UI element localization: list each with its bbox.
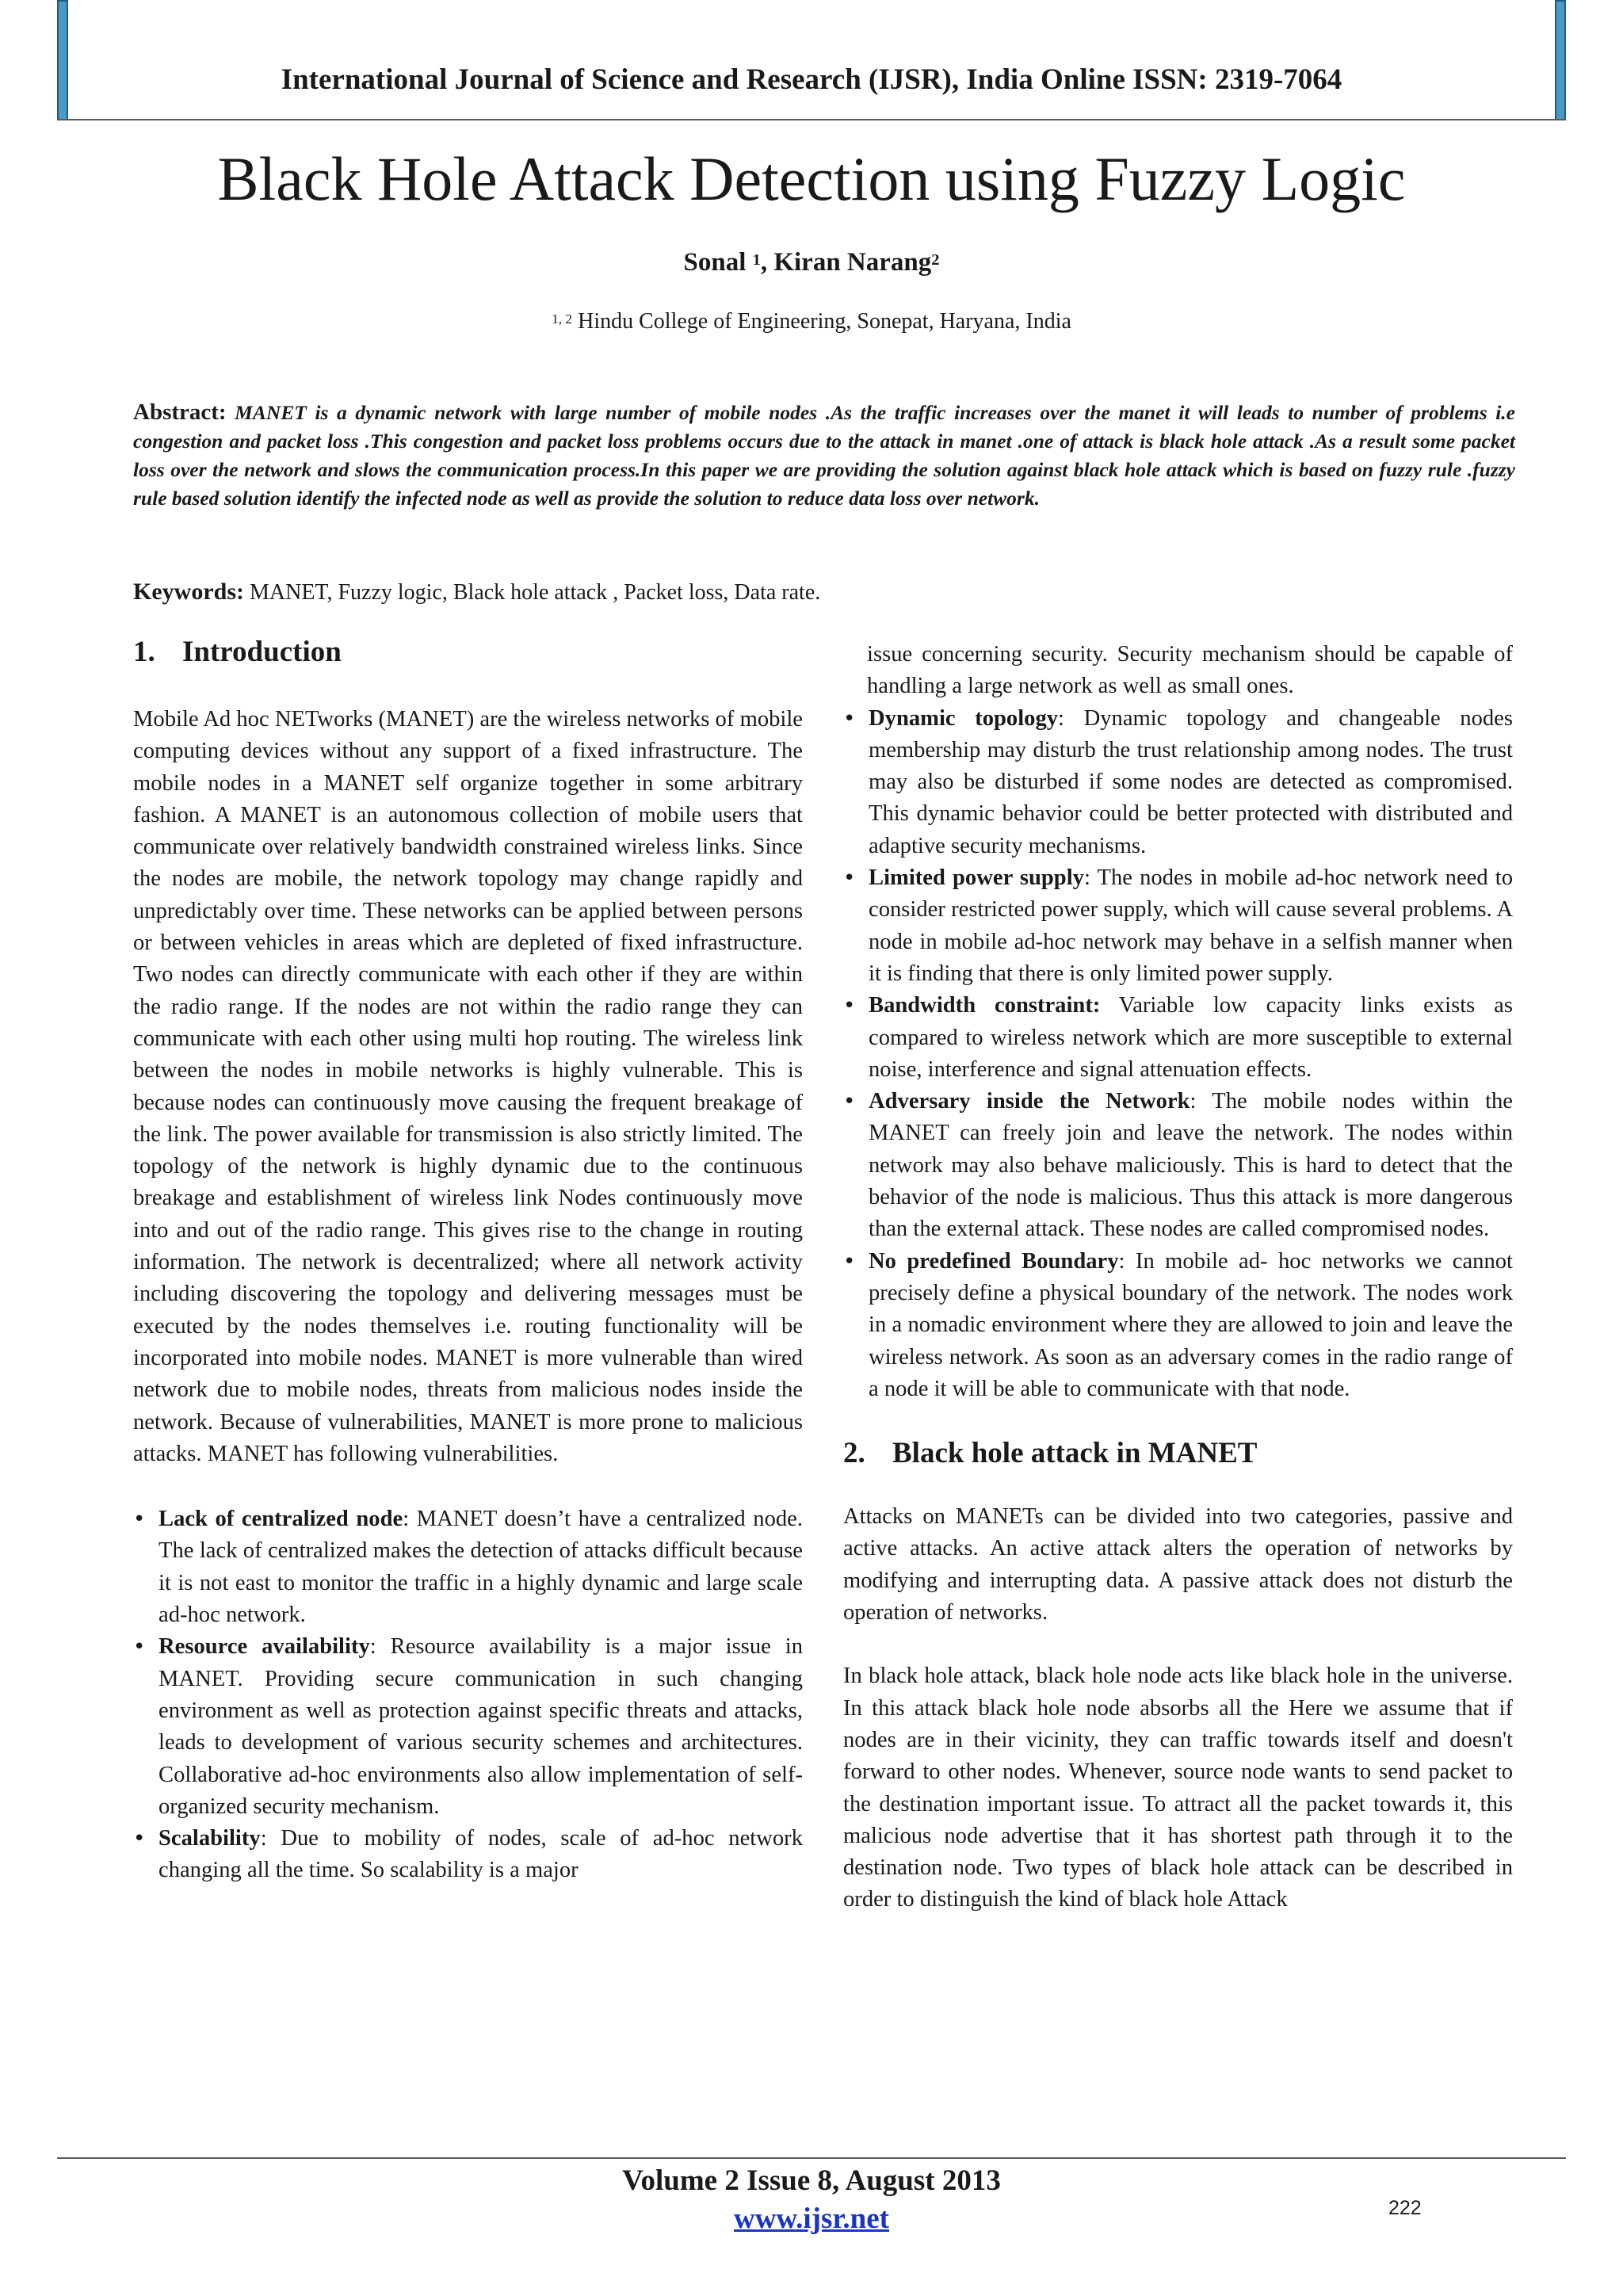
- list-item-term: Scalability: [158, 1826, 261, 1851]
- section-2-number: 2.: [843, 1437, 865, 1470]
- attacks-paragraph: Attacks on MANETs can be divided into two categories, passive and active attacks. An active attack alters the operation of networks by modifying and interrupting data. A passive attack does not disturb the operation of networks.: [843, 1504, 1513, 1626]
- abstract: [133, 398, 1515, 513]
- list-item-text: Variable low capacity links exists as compared to wireless network which are more susceptible to external noise, interference and signal attenuation effects.: [869, 993, 1513, 1082]
- authors: [0, 246, 1623, 279]
- affiliation-sup: 1, 2: [552, 311, 573, 327]
- section-2-title: Black hole attack in MANET: [892, 1437, 1258, 1470]
- section-1-title: Introduction: [182, 636, 342, 668]
- author-separator: ,: [760, 248, 774, 277]
- right-column: [843, 639, 1513, 1916]
- left-column: [133, 634, 803, 1887]
- list-item-term: Resource availability: [158, 1634, 370, 1660]
- affiliation-text: Hindu College of Engineering, Sonepat, Haryana, India: [578, 309, 1071, 334]
- introduction-paragraph: Mobile Ad hoc NETworks (MANET) are the wireless networks of mobile computing devices without any support of a fixed infrastructure. The mobile nodes in a MANET self organize together in some arbitrary fashion. A MANET is an autonomous collection of mobile users that communicate over relatively bandwidth constrained wireless links. Since the nodes are mobile, the network topology may change rapidly and unpredictably over time. These networks can be applied between persons or between vehicles in areas which are depleted of fixed infrastructure. Two nodes can directly communicate with each other if they are within the radio range. If the nodes are not within the radio range they can communicate with each other using multi hop routing. The wireless link between the nodes in mobile networks is highly vulnerable. This is because nodes can continuously move causing the frequent breakage of the link. The power available for transmission is also strictly limited. The topology of the network is highly dynamic due to the continuous breakage and establishment of wireless link Nodes continuously move into and out of the radio range. This gives rise to the change in routing information. The network is decentralized; where all network activity including discovering the topology and delivering messages must be executed by the nodes themselves i.e. routing functionality will be incorporated into mobile nodes. MANET is more vulnerable than wired network due to mobile nodes, threats from malicious nodes inside the network. Because of vulnerabilities, MANET is more prone to malicious attacks. MANET has following vulnerabilities.: [133, 707, 803, 1466]
- page-number: 222: [1388, 2197, 1422, 2219]
- abstract-label: Abstract:: [133, 399, 227, 425]
- section-1-number: 1.: [133, 636, 155, 668]
- list-item-text: : The mobile nodes within the MANET can freely join and leave the network. The nodes within network may also behave maliciously. This is hard to detect that the behavior of the node is malicious. Thus this attack is more dangerous than the external attack. These nodes are called compromised nodes.: [869, 1089, 1513, 1242]
- list-item-text: : The nodes in mobile ad-hoc network need to consider restricted power supply, which will cause several problems. A node in mobile ad-hoc network may behave in a selfish manner when it is finding that there is only limited power supply.: [869, 865, 1514, 986]
- list-item: [133, 1823, 803, 1887]
- section-2-heading: [843, 1435, 1513, 1472]
- list-item-term: Adversary inside the Network: [869, 1089, 1190, 1114]
- header-rule: [57, 119, 1566, 120]
- list-item-term: Limited power supply: [869, 865, 1084, 891]
- author-2-sup: 2: [931, 250, 940, 269]
- list-item-term: No predefined Boundary: [869, 1248, 1119, 1274]
- journal-website-link[interactable]: www.ijsr.net: [734, 2202, 889, 2235]
- list-item: [843, 990, 1513, 1086]
- list-item-term: Lack of centralized node: [158, 1507, 403, 1532]
- affiliation: [0, 308, 1623, 336]
- author-1: Sonal: [683, 248, 747, 277]
- keywords-text: MANET, Fuzzy logic, Black hole attack , Packet loss, Data rate.: [249, 580, 821, 605]
- section-1-heading: [133, 634, 803, 670]
- left-edge-bar: [57, 0, 68, 120]
- list-item-text: : Dynamic topology and changeable nodes membership may disturb the trust relationship among nodes. The trust may also be disturbed if some nodes are detected as compromised. This dynamic behavior could be better protected with distributed and adaptive security mechanisms.: [869, 705, 1513, 858]
- list-item: [843, 1086, 1513, 1245]
- author-1-sup: 1: [752, 250, 761, 269]
- right-edge-bar: [1555, 0, 1566, 120]
- black-hole-paragraph: In black hole attack, black hole node acts like black hole in the universe. In this attack black hole node absorbs all the Here we assume that if nodes are in their vicinity, they can traffic towards itself and doesn't forward to other nodes. Whenever, source node wants to send packet to the destination important issue. To attract all the packet towards it, this malicious node advertise that it has shortest path through it to the destination node. Two types of black hole attack can be described in order to distinguish the kind of black hole Attack: [843, 1664, 1513, 1912]
- list-item: [843, 703, 1513, 862]
- list-item: [133, 1631, 803, 1823]
- volume-issue: Volume 2 Issue 8, August 2013: [622, 2164, 1001, 2197]
- list-item-text: : In mobile ad- hoc networks we cannot precisely define a physical boundary of the network. The nodes work in a nomadic environment where they are allowed to join and leave the wireless network. As soon as an adversary comes in the radio range of a node it will be able to communicate with that node.: [869, 1248, 1513, 1401]
- author-2: Kiran Narang: [773, 248, 932, 277]
- paper-title: Black Hole Attack Detection using Fuzzy Logic: [217, 144, 1406, 213]
- list-item-text: : Due to mobility of nodes, scale of ad-hoc network changing all the time. So scalability is a major: [158, 1826, 803, 1883]
- vulnerability-list-continued: [843, 703, 1513, 1406]
- footer-rule: [57, 2157, 1566, 2159]
- list-item-text: : Resource availability is a major issue in MANET. Providing secure communication in such changing environment as well as protection against specific threats and attacks, leads to development of various security schemes and architectures. Collaborative ad-hoc environments also allow implementation of self-organized security mechanism.: [158, 1634, 803, 1819]
- journal-header: International Journal of Science and Research (IJSR), India Online ISSN: 2319-7064: [281, 63, 1342, 96]
- list-item-term: Dynamic topology: [869, 705, 1059, 731]
- list-item: [133, 1503, 803, 1631]
- scalability-continuation: issue concerning security. Security mechanism should be capable of handling a large network as well as small ones.: [867, 642, 1513, 699]
- vulnerability-list: [133, 1503, 803, 1887]
- keywords-label: Keywords:: [133, 579, 244, 605]
- list-item: [843, 1246, 1513, 1405]
- list-item: [843, 862, 1513, 990]
- abstract-text: MANET is a dynamic network with large number of mobile nodes .As the traffic increases over the manet it will leads to number of problems i.e congestion and packet loss .This congestion and packet loss problems occurs due to the attack in manet .one of attack is black hole attack .As a result some packet loss over the network and slows the communication process.In this paper we are providing the solution against black hole attack which is based on fuzzy rule .fuzzy rule based solution identify the infected node as well as provide the solution to reduce data loss over network.: [133, 401, 1516, 510]
- keywords: [133, 577, 1515, 608]
- list-item-term: Bandwidth constraint:: [869, 993, 1101, 1018]
- list-item-text: : MANET doesn’t have a centralized node. The lack of centralized makes the detection of attacks difficult because it is not east to monitor the traffic in a highly dynamic and large scale ad-hoc network.: [158, 1507, 803, 1628]
